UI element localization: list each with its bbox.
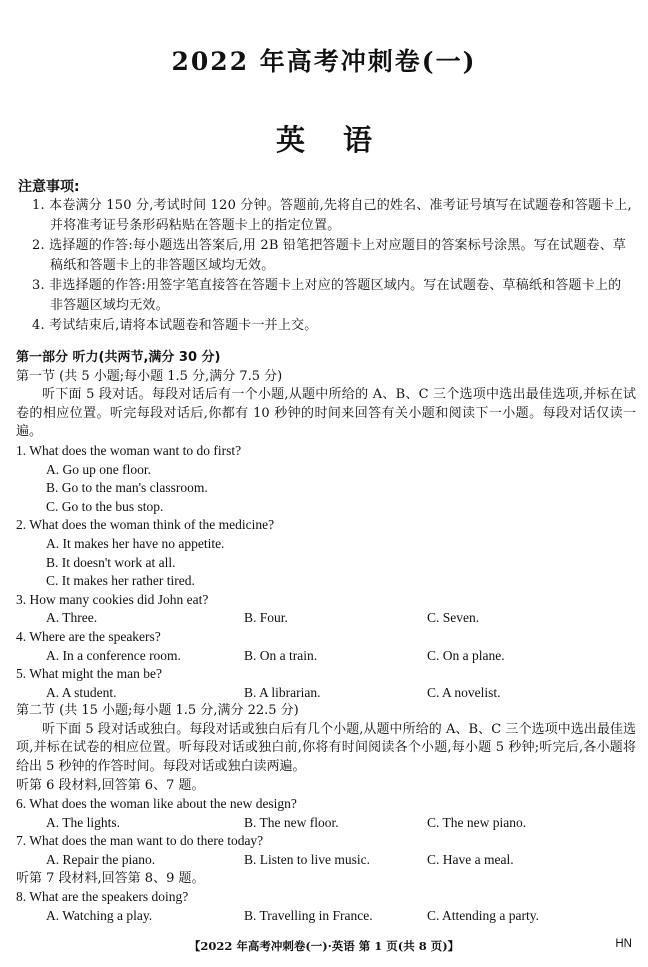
question-7-options <box>16 851 636 870</box>
material-6-note: 听第 6 段材料,回答第 6、7 题。 <box>16 777 205 793</box>
question-8-options <box>16 907 636 926</box>
question-3-stem: 3. How many cookies did John eat? <box>16 591 209 607</box>
notice-item: 1. 本卷满分 150 分,考试时间 120 分钟。答题前,先将自己的姓名、准考证号填写在试题卷和答题卡上,并将准考证号条形码粘贴在答题卡上的指定位置。 <box>32 198 632 233</box>
subject-title: 英语 <box>275 123 410 157</box>
question-3-option-c: C. Seven. <box>427 610 480 626</box>
question-6-option-c: C. The new piano. <box>427 814 527 830</box>
notice-item: 4. 考试结束后,请将本试题卷和答题卡一并上交。 <box>32 318 318 333</box>
question-1-stem: 1. What does the woman want to do first? <box>16 442 242 458</box>
section2-heading: 第二节 (共 15 小题;每小题 1.5 分,满分 22.5 分) <box>16 703 299 719</box>
question-6-option-b: B. The new floor. <box>244 814 339 830</box>
question-4-stem: 4. Where are the speakers? <box>16 628 161 644</box>
section1-heading: 第一节 (共 5 小题;每小题 1.5 分,满分 7.5 分) <box>16 368 283 384</box>
section1-instructions: 听下面 5 段对话。每段对话后有一个小题,从题中所给的 A、B、C 三个选项中选出最佳选项,并标在试卷的相应位置。听完每段对话后,你都有 10 秒钟的时间来回答有关小题和阅读下一小题。每段对话仅读一遍。 <box>16 387 636 440</box>
region-code: HN <box>615 938 632 950</box>
question-1-option-c: C. Go to the bus stop. <box>46 498 164 514</box>
question-6-stem: 6. What does the woman like about the new design? <box>16 796 297 812</box>
question-3-option-b: B. Four. <box>244 610 288 626</box>
question-2-stem: 2. What does the woman think of the medicine? <box>16 517 275 533</box>
question-7-option-b: B. Listen to live music. <box>244 852 370 868</box>
question-3-option-a: A. Three. <box>46 610 98 626</box>
part1-heading: 第一部分 听力(共两节,满分 30 分) <box>16 350 221 365</box>
page-footer: 【2022 年高考冲刺卷(一)·英语 第 1 页(共 8 页)】 <box>188 939 460 953</box>
question-6-options <box>16 814 636 833</box>
exam-title: 2022 年高考冲刺卷(一) <box>171 47 477 76</box>
question-4-option-c: C. On a plane. <box>427 647 505 663</box>
question-6-option-a: A. The lights. <box>46 814 120 830</box>
question-2-option-a: A. It makes her have no appetite. <box>46 535 225 551</box>
listening-part <box>16 349 636 925</box>
question-4-options <box>16 647 636 666</box>
question-5-option-c: C. A novelist. <box>427 684 501 700</box>
question-8-option-c: C. Attending a party. <box>427 907 539 923</box>
question-2-option-b: B. It doesn't work at all. <box>46 554 176 570</box>
question-5-option-a: A. A student. <box>46 684 117 700</box>
question-1-option-b: B. Go to the man's classroom. <box>46 480 208 496</box>
question-8-stem: 8. What are the speakers doing? <box>16 889 189 905</box>
question-7-stem: 7. What does the man want to do there today? <box>16 833 264 849</box>
question-1-option-a: A. Go up one floor. <box>46 461 151 477</box>
notice-heading: 注意事项: <box>18 179 80 195</box>
question-4-option-a: A. In a conference room. <box>46 647 181 663</box>
question-3-options <box>16 609 636 628</box>
question-5-option-b: B. A librarian. <box>244 684 321 700</box>
notice-list <box>32 196 634 336</box>
question-8-option-b: B. Travelling in France. <box>244 907 373 923</box>
notice-item: 3. 非选择题的作答:用签字笔直接答在答题卡上对应的答题区域内。写在试题卷、草稿纸和答题卡上的非答题区域均无效。 <box>32 278 622 313</box>
material-7-note: 听第 7 段材料,回答第 8、9 题。 <box>16 870 205 886</box>
notice-item: 2. 选择题的作答:每小题选出答案后,用 2B 铅笔把答题卡上对应题目的答案标号涂黑。写在试题卷、草稿纸和答题卡上的非答题区域均无效。 <box>32 238 627 273</box>
section2-instructions: 听下面 5 段对话或独白。每段对话或独白后有几个小题,从题中所给的 A、B、C 三个选项中选出最佳选项,并标在试卷的相应位置。听每段对话或独白前,你将有时间阅读各个小题,每小题 5 秒钟;听完后,各小题将给出 5 秒钟的作答时间。每段对话或独白读两遍。 <box>16 721 636 775</box>
question-7-option-a: A. Repair the piano. <box>46 852 156 868</box>
question-8-option-a: A. Watching a play. <box>46 907 153 923</box>
question-4-option-b: B. On a train. <box>244 647 318 663</box>
question-2-option-c: C. It makes her rather tired. <box>46 573 195 589</box>
question-5-stem: 5. What might the man be? <box>16 666 162 682</box>
question-5-options <box>16 684 636 703</box>
question-7-option-c: C. Have a meal. <box>427 852 514 868</box>
